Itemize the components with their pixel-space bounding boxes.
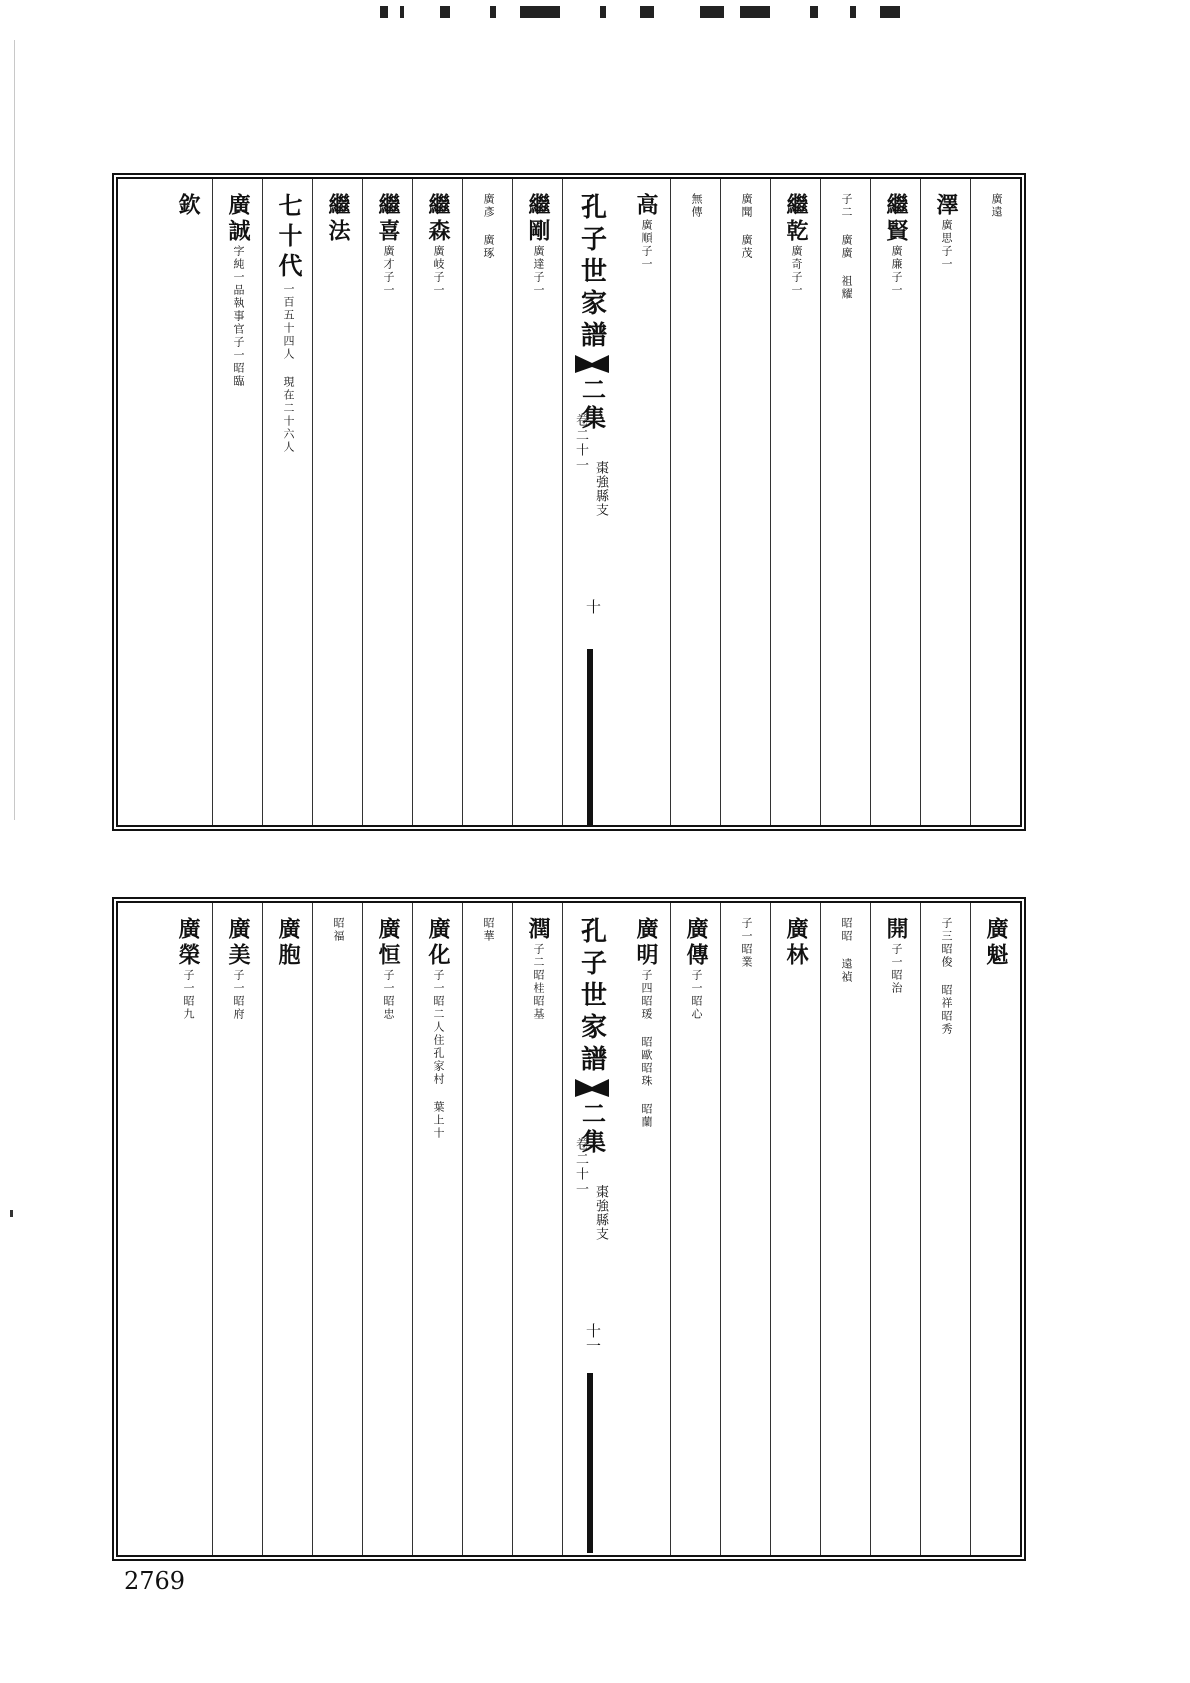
person-name: 開 (883, 917, 909, 943)
person-name: 廣魁 (983, 917, 1009, 969)
genealogy-column (920, 903, 970, 1555)
volume-label: 卷二十一 (573, 413, 588, 473)
lineage-note: 字純一品執事官子一昭臨 (232, 245, 245, 388)
genealogy-column (262, 903, 312, 1555)
top-scan-marks (380, 2, 940, 22)
center-header-column (562, 179, 620, 825)
fishtail-mark-icon (575, 355, 609, 373)
person-name: 繼剛 (525, 193, 551, 245)
folio-number: 十一 (584, 1323, 602, 1353)
person-name: 潤 (525, 917, 551, 943)
lineage-note: 子一昭治 (890, 943, 903, 995)
genealogy-column (412, 903, 462, 1555)
lineage-note: 廣聞 廣茂 (740, 193, 753, 260)
person-name: 繼法 (325, 193, 351, 245)
lineage-note: 子一昭業 (740, 917, 753, 969)
genealogy-column (162, 903, 212, 1555)
genealogy-column (970, 179, 1020, 825)
genealogy-column (920, 179, 970, 825)
folio-number: 十 (584, 599, 602, 614)
lineage-note: 子一昭二人住孔家村 葉上十 (432, 969, 445, 1140)
lineage-note: 子一昭心 (690, 969, 703, 1021)
person-name: 澤 (933, 193, 959, 219)
genealogy-entry (720, 193, 770, 819)
genealogy-column (462, 179, 512, 825)
genealogy-entry (262, 917, 264, 1549)
lineage-note: 無傳 (690, 193, 703, 219)
genealogy-column (720, 179, 770, 825)
person-name: 繼森 (425, 193, 451, 245)
lineage-note: 廣岐子一 (432, 245, 445, 297)
panel-bottom-columns (118, 903, 1020, 1555)
person-name: 廣榮 (175, 917, 201, 969)
person-name: 高 (633, 193, 659, 219)
genealogy-entry (512, 193, 562, 819)
book-title: 孔子世家譜 (576, 917, 607, 1077)
genealogy-entry (920, 917, 970, 1549)
book-title: 孔子世家譜 (576, 193, 607, 353)
genealogy-entry (412, 193, 462, 819)
genealogy-entry (212, 917, 262, 1549)
genealogy-entry (620, 193, 670, 819)
genealogy-column (670, 179, 720, 825)
lineage-note: 廣順子一 (640, 219, 653, 271)
genealogy-entry (462, 917, 512, 1549)
person-name: 繼賢 (883, 193, 909, 245)
branch-label: 棗強縣支 (593, 1185, 608, 1241)
lineage-note: 子二昭桂昭基 (532, 943, 545, 1021)
genealogy-entry (970, 917, 972, 1549)
page-number: 2769 (124, 1567, 186, 1595)
genealogy-column (720, 903, 770, 1555)
genealogy-entry (412, 917, 462, 1549)
genealogy-column (970, 903, 1020, 1555)
genealogy-entry (314, 193, 362, 819)
generation-heading: 七十代 (274, 193, 303, 283)
genealogy-panel-bottom (112, 897, 1026, 1561)
genealogy-column (770, 903, 820, 1555)
genealogy-panel-top (112, 173, 1026, 831)
person-name: 繼喜 (375, 193, 401, 245)
center-rule (587, 1373, 593, 1553)
genealogy-column (312, 903, 362, 1555)
person-name: 廣恒 (375, 917, 401, 969)
genealogy-entry (820, 917, 870, 1549)
genealogy-column (212, 903, 262, 1555)
genealogy-column (412, 179, 462, 825)
genealogy-entry (462, 193, 512, 819)
lineage-note (162, 245, 164, 349)
person-name: 欽 (175, 193, 201, 219)
person-name: 廣胞 (275, 917, 301, 969)
genealogy-entry (720, 917, 770, 1549)
genealogy-column (512, 903, 562, 1555)
center-header-column (562, 903, 620, 1555)
genealogy-entry (162, 917, 212, 1549)
genealogy-entry (312, 917, 362, 1549)
genealogy-column (312, 179, 362, 825)
scan-edge-line (14, 40, 15, 820)
genealogy-entry (770, 917, 772, 1549)
person-name: 廣明 (633, 917, 659, 969)
genealogy-column (362, 903, 412, 1555)
scan-speck (10, 1210, 13, 1217)
lineage-note: 廣廉子一 (890, 245, 903, 297)
center-rule (587, 649, 593, 829)
genealogy-entry (362, 917, 412, 1549)
genealogy-entry (212, 193, 262, 819)
lineage-note: 子一昭忠 (382, 969, 395, 1021)
genealogy-entry (770, 193, 820, 819)
genealogy-column (870, 903, 920, 1555)
lineage-note: 子一昭九 (182, 969, 195, 1021)
collection-label: 二集 (577, 1101, 607, 1157)
genealogy-column (870, 179, 920, 825)
fishtail-mark-icon (575, 1079, 609, 1097)
person-name: 廣誠 (225, 193, 251, 245)
genealogy-column (620, 179, 670, 825)
genealogy-entry (164, 193, 212, 819)
lineage-note: 廣遠 (990, 193, 1003, 219)
lineage-note: 昭昭 遠禎 (840, 917, 853, 984)
lineage-note: 廣奇子一 (790, 245, 803, 297)
genealogy-column (770, 179, 820, 825)
person-name: 廣林 (783, 917, 809, 969)
lineage-note: 子一昭府 (232, 969, 245, 1021)
panel-top-columns (118, 179, 1020, 825)
genealogy-entry (670, 917, 720, 1549)
lineage-note: 廣思子一 (940, 219, 953, 271)
person-name: 繼乾 (783, 193, 809, 245)
genealogy-column (262, 179, 312, 825)
genealogy-entry (620, 917, 670, 1549)
branch-label: 棗強縣支 (593, 461, 608, 517)
genealogy-column (620, 903, 670, 1555)
genealogy-entry (670, 193, 720, 819)
person-name: 廣傳 (683, 917, 709, 969)
genealogy-entry (312, 193, 314, 819)
genealogy-entry (820, 193, 870, 819)
genealogy-column (462, 903, 512, 1555)
genealogy-column (162, 179, 212, 825)
genealogy-entry (362, 193, 412, 819)
genealogy-entry (262, 193, 312, 819)
genealogy-entry (512, 917, 562, 1549)
genealogy-column (670, 903, 720, 1555)
genealogy-column (212, 179, 262, 825)
genealogy-entry (264, 917, 312, 1549)
genealogy-entry (920, 193, 970, 819)
genealogy-column (820, 903, 870, 1555)
collection-label: 二集 (577, 377, 607, 433)
genealogy-entry (870, 917, 920, 1549)
lineage-note: 廣彥 廣琢 (482, 193, 495, 260)
lineage-note (770, 969, 772, 1021)
genealogy-column (820, 179, 870, 825)
lineage-note: 子二 廣廣 祖耀 (840, 193, 853, 301)
lineage-note: 昭福 (332, 917, 345, 943)
volume-label: 卷二十一 (573, 1137, 588, 1197)
genealogy-entry (772, 917, 820, 1549)
lineage-note: 子三昭俊 昭祥昭秀 (940, 917, 953, 1036)
lineage-note: 一百五十四人 現在二十六人 (282, 283, 295, 454)
lineage-note: 廣才子一 (382, 245, 395, 297)
person-name: 廣美 (225, 917, 251, 969)
genealogy-entry (972, 917, 1020, 1549)
lineage-note: 昭華 (482, 917, 495, 943)
lineage-note: 廣達子一 (532, 245, 545, 297)
genealogy-entry (870, 193, 920, 819)
person-name: 廣化 (425, 917, 451, 969)
genealogy-column (512, 179, 562, 825)
lineage-note: 子四昭瑗 昭歐昭珠 昭蘭 (640, 969, 653, 1129)
genealogy-column (362, 179, 412, 825)
genealogy-entry (970, 193, 1020, 819)
genealogy-entry (162, 193, 164, 819)
